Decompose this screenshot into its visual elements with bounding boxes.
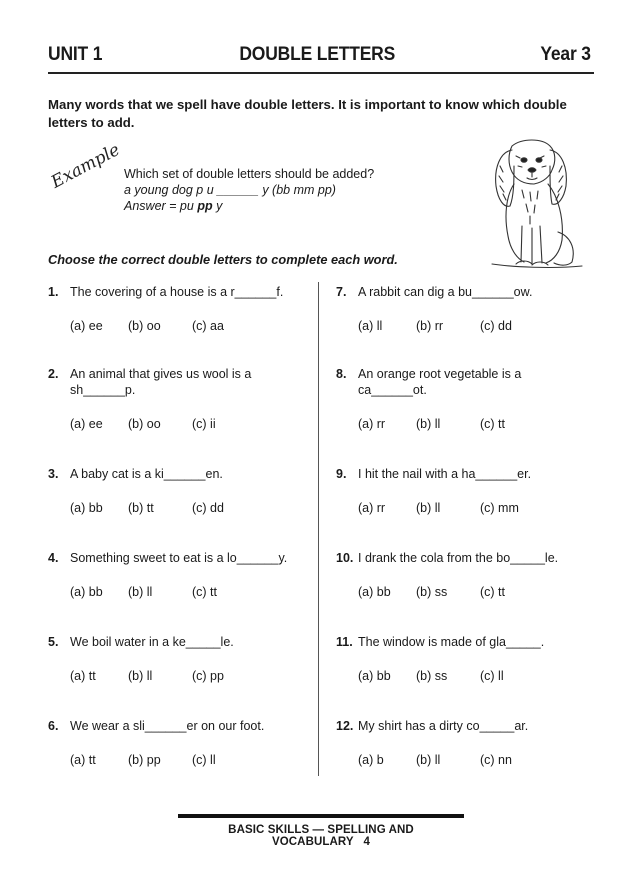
question-stem: I drank the cola from the bo_____le. [358, 551, 559, 565]
options-row [358, 668, 598, 684]
question-number: 10. [336, 551, 354, 565]
question-stem: I hit the nail with a ha______er. [358, 467, 532, 481]
option-b: (b) ll [416, 753, 441, 767]
options-row [70, 668, 310, 684]
option-b: (b) oo [128, 319, 161, 333]
example-question: Which set of double letters should be added? [124, 167, 375, 181]
question-number: 3. [48, 467, 59, 481]
header-divider [48, 72, 594, 74]
question-stem: We wear a sli______er on our foot. [70, 719, 265, 733]
example-answer-bold: pp [197, 199, 213, 213]
intro-text: Many words that we spell have double letters. It is important to know which double letters to add. [48, 97, 567, 130]
instruction-text: Choose the correct double letters to complete each word. [48, 252, 398, 267]
question-stem: My shirt has a dirty co_____ar. [358, 719, 529, 733]
example-prompt: a young dog p u ______ y (bb mm pp) [124, 183, 336, 197]
page-number: 4 [363, 836, 371, 848]
option-b: (b) rr [416, 319, 444, 333]
option-a: (a) rr [358, 417, 386, 431]
option-c: (c) dd [480, 319, 512, 333]
option-a: (a) bb [358, 669, 391, 683]
question-number: 5. [48, 635, 59, 649]
option-a: (a) ee [70, 319, 103, 333]
example-label: Example [48, 139, 124, 193]
column-divider [318, 282, 319, 776]
question-number: 1. [48, 285, 59, 299]
option-c: (c) ll [480, 669, 504, 683]
option-c: (c) tt [192, 585, 217, 599]
question-number: 12. [336, 719, 354, 733]
question-stem: The covering of a house is a r______f. [70, 285, 284, 299]
option-c: (c) dd [192, 501, 224, 515]
option-a: (a) tt [70, 669, 96, 683]
year-label: Year 3 [540, 44, 591, 65]
dog-illustration [472, 136, 590, 274]
question-stem: Something sweet to eat is a lo______y. [70, 551, 288, 565]
option-c: (c) mm [480, 501, 519, 515]
page-footer [178, 824, 464, 848]
option-b: (b) pp [128, 753, 161, 767]
option-b: (b) oo [128, 417, 161, 431]
question-stem: A baby cat is a ki______en. [70, 467, 223, 481]
options-row [358, 416, 598, 432]
option-b: (b) ss [416, 669, 448, 683]
options-row [70, 416, 310, 432]
question-number: 7. [336, 285, 347, 299]
example-answer [124, 198, 374, 214]
option-b: (b) ll [416, 501, 441, 515]
options-row [70, 318, 310, 334]
option-b: (b) ss [416, 585, 448, 599]
options-row [358, 584, 598, 600]
option-c: (c) nn [480, 753, 512, 767]
question-stem: We boil water in a ke_____le. [70, 635, 234, 649]
options-row [358, 500, 598, 516]
example-answer-suffix: y [212, 199, 223, 213]
question-stem: An orange root vegetable is a ca______ot. [358, 367, 522, 397]
footer-book-title: BASIC SKILLS — SPELLING AND VOCABULARY [228, 824, 414, 848]
question-number: 11. [336, 635, 353, 649]
option-a: (a) b [358, 753, 384, 767]
option-b: (b) tt [128, 501, 154, 515]
question-stem: A rabbit can dig a bu______ow. [358, 285, 533, 299]
option-a: (a) bb [70, 585, 103, 599]
example-answer-prefix: Answer = pu [124, 199, 198, 213]
option-c: (c) pp [192, 669, 224, 683]
question-number: 8. [336, 367, 347, 381]
option-b: (b) ll [128, 585, 153, 599]
question-stem: An animal that gives us wool is a sh______p. [70, 367, 252, 397]
page-header [48, 44, 591, 74]
option-a: (a) tt [70, 753, 96, 767]
option-a: (a) ee [70, 417, 103, 431]
question-number: 9. [336, 467, 347, 481]
question-number: 2. [48, 367, 59, 381]
footer-divider [178, 814, 464, 818]
example-block [124, 166, 374, 214]
option-a: (a) rr [358, 501, 386, 515]
option-c: (c) tt [480, 585, 505, 599]
options-row [358, 752, 598, 768]
options-row [70, 500, 310, 516]
option-a: (a) ll [358, 319, 383, 333]
options-row [70, 752, 310, 768]
option-c: (c) tt [480, 417, 505, 431]
options-row [358, 318, 598, 334]
option-c: (c) ll [192, 753, 216, 767]
option-b: (b) ll [416, 417, 441, 431]
option-c: (c) ii [192, 417, 216, 431]
option-a: (a) bb [358, 585, 391, 599]
option-c: (c) aa [192, 319, 224, 333]
page-title: DOUBLE LETTERS [239, 44, 396, 65]
question-number: 6. [48, 719, 59, 733]
question-number: 4. [48, 551, 59, 565]
question-stem: The window is made of gla_____. [358, 635, 545, 649]
options-row [70, 584, 310, 600]
unit-label: UNIT 1 [48, 44, 103, 65]
option-b: (b) ll [128, 669, 153, 683]
option-a: (a) bb [70, 501, 103, 515]
